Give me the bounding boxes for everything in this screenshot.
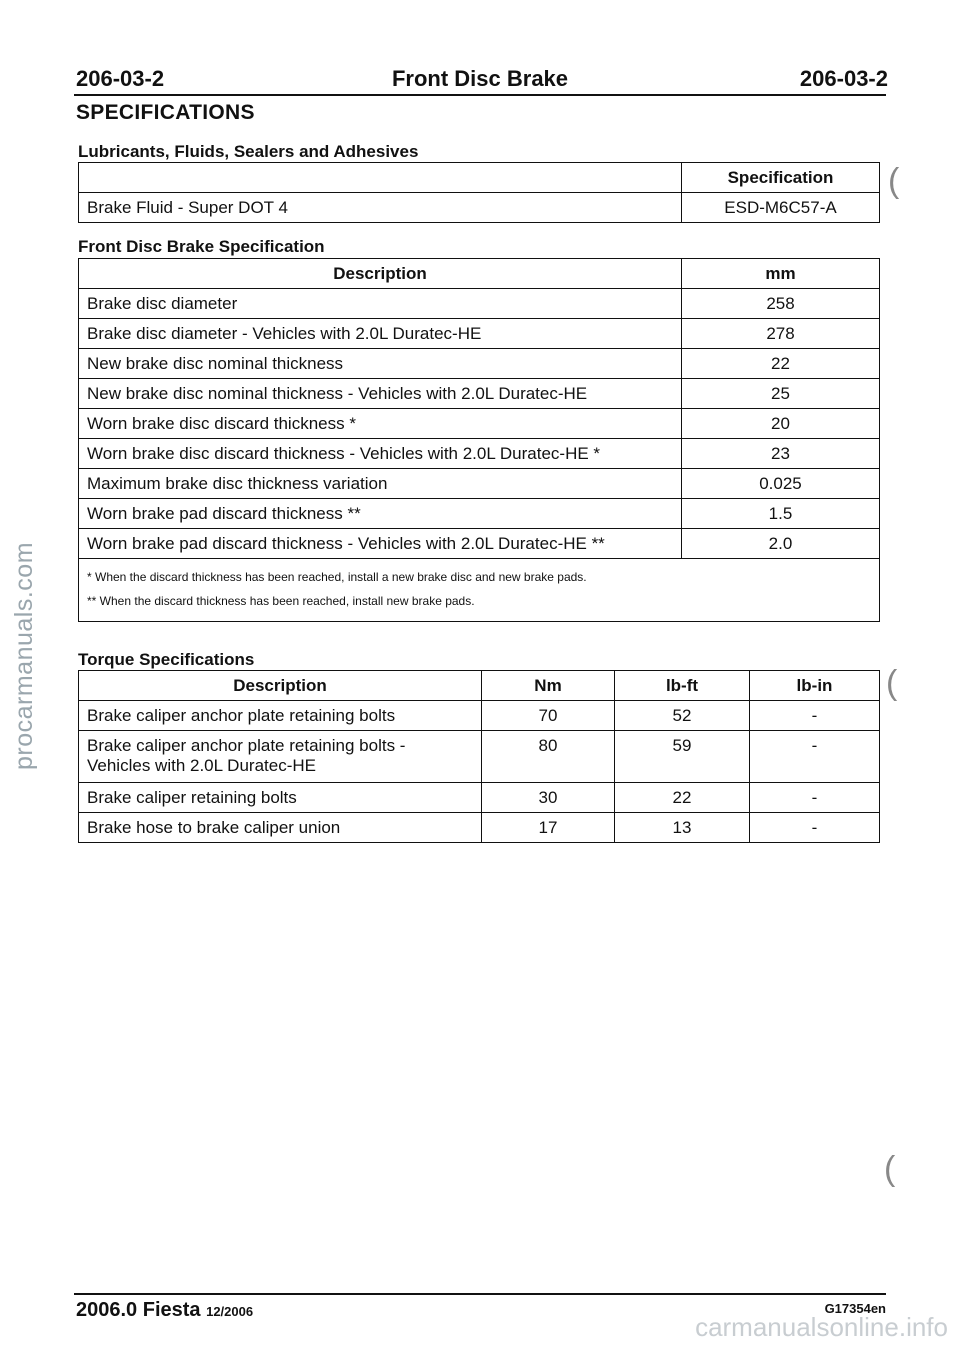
lubricants-table [78,162,880,223]
header-section-number-left: 206-03-2 [76,66,165,91]
table-row [79,499,880,529]
torque-nm: 70 [482,701,615,731]
disc-desc: New brake disc nominal thickness [79,349,682,379]
torque-header-description: Description [79,671,482,701]
disc-spec-table [78,258,880,622]
disc-spec-title: Front Disc Brake Specification [78,237,325,256]
disc-header-mm: mm [682,259,880,289]
torque-lbft: 52 [615,701,750,731]
table-row [79,701,880,731]
section-title: SPECIFICATIONS [76,101,255,124]
torque-lbin: - [750,813,880,843]
torque-nm: 80 [482,731,615,783]
disc-mm: 22 [682,349,880,379]
side-watermark: procarmanuals.com [10,541,38,770]
disc-mm: 0.025 [682,469,880,499]
table-row [79,813,880,843]
torque-lbin: - [750,731,880,783]
punch-hole-mark: ( [888,162,900,200]
disc-mm: 278 [682,319,880,349]
torque-lbft: 22 [615,783,750,813]
torque-header-nm: Nm [482,671,615,701]
table-row [79,319,880,349]
disc-desc: Worn brake pad discard thickness - Vehicles with 2.0L Duratec-HE ** [79,529,682,559]
header-title: Front Disc Brake [391,66,569,91]
torque-title: Torque Specifications [78,650,255,669]
disc-note-1: * When the discard thickness has been reached, install a new brake disc and new brake pads. [87,570,587,584]
disc-mm: 2.0 [682,529,880,559]
disc-mm: 25 [682,379,880,409]
table-row [79,349,880,379]
header-section-number-right: 206-03-2 [799,66,888,91]
table-row [79,731,880,783]
table-row [79,469,880,499]
disc-mm: 23 [682,439,880,469]
table-row [79,193,880,223]
table-row [79,529,880,559]
torque-desc: Brake caliper retaining bolts [79,783,482,813]
disc-mm: 258 [682,289,880,319]
torque-header-lbft: lb-ft [615,671,750,701]
disc-note-2: ** When the discard thickness has been reached, install new brake pads. [87,594,475,608]
table-row [79,289,880,319]
torque-table [78,670,880,843]
torque-desc: Brake caliper anchor plate retaining bolts - Vehicles with 2.0L Duratec-HE [79,731,482,783]
table-row [79,409,880,439]
lubricant-name: Brake Fluid - Super DOT 4 [79,193,682,223]
disc-desc: Worn brake pad discard thickness ** [79,499,682,529]
torque-nm: 30 [482,783,615,813]
table-row [79,783,880,813]
footer-code: G17354en [824,1301,886,1316]
punch-hole-mark: ( [886,664,898,702]
disc-desc: New brake disc nominal thickness - Vehicles with 2.0L Duratec-HE [79,379,682,409]
disc-desc: Maximum brake disc thickness variation [79,469,682,499]
torque-lbft: 13 [615,813,750,843]
footer-rule [74,1293,886,1295]
torque-lbft: 59 [615,731,750,783]
bottom-watermark: carmanualsonline.info [695,1312,948,1342]
footer-model-name: 2006.0 Fiesta [76,1299,201,1321]
torque-nm: 17 [482,813,615,843]
header-rule [74,94,886,96]
table-row [79,439,880,469]
lubricants-title: Lubricants, Fluids, Sealers and Adhesives [78,142,419,161]
disc-desc: Brake disc diameter - Vehicles with 2.0L Duratec-HE [79,319,682,349]
punch-hole-mark: ( [884,1150,896,1188]
disc-mm: 20 [682,409,880,439]
footer-date: 12/2006 [206,1304,254,1319]
disc-desc: Worn brake disc discard thickness * [79,409,682,439]
torque-desc: Brake hose to brake caliper union [79,813,482,843]
disc-notes [79,559,880,622]
torque-lbin: - [750,783,880,813]
disc-desc: Worn brake disc discard thickness - Vehicles with 2.0L Duratec-HE * [79,439,682,469]
table-row [79,379,880,409]
lubricants-header-empty [79,163,682,193]
disc-header-description: Description [79,259,682,289]
lubricant-spec: ESD-M6C57-A [682,193,880,223]
torque-header-lbin: lb-in [750,671,880,701]
disc-desc: Brake disc diameter [79,289,682,319]
torque-desc: Brake caliper anchor plate retaining bolts [79,701,482,731]
disc-mm: 1.5 [682,499,880,529]
footer-model [76,1299,253,1322]
torque-lbin: - [750,701,880,731]
lubricants-header-specification: Specification [682,163,880,193]
